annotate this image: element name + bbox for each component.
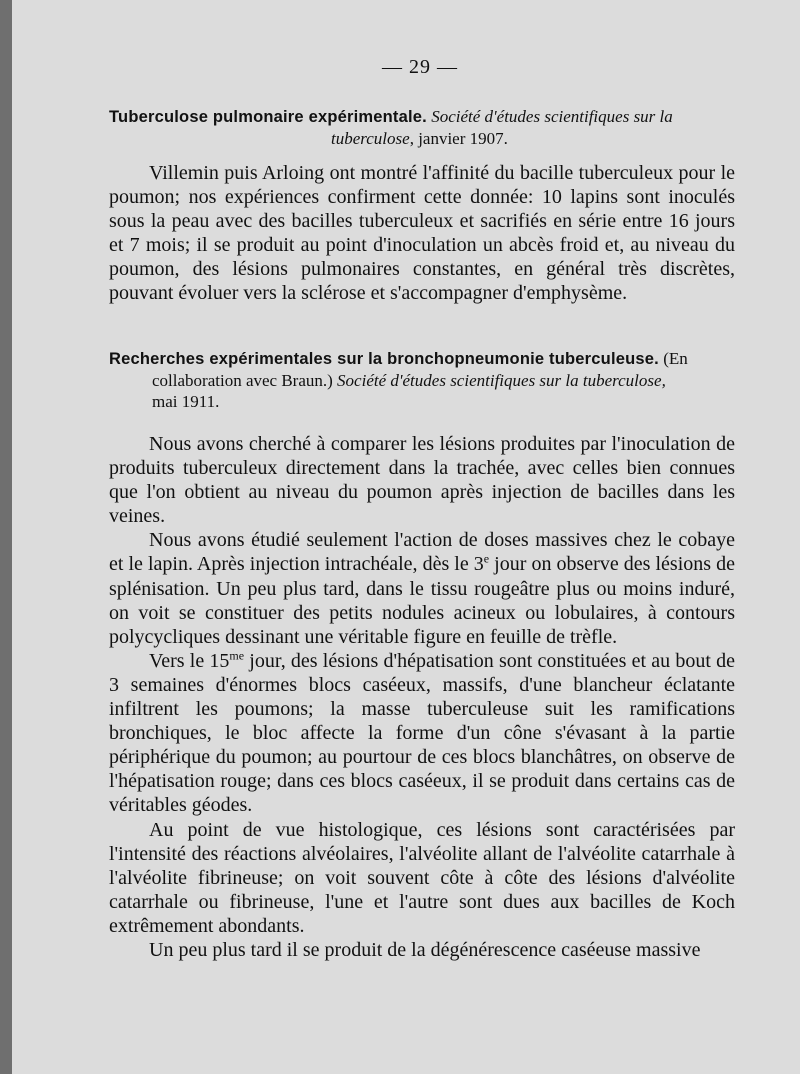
- entry-tuberculose-pulmonaire: [109, 106, 735, 306]
- superscript: me: [229, 648, 245, 663]
- entry-collaboration: collaboration avec Braun.): [152, 371, 333, 390]
- entry-source: Société d'études scientifiques sur la: [431, 107, 673, 126]
- paragraph: Au point de vue histologique, ces lésions sont caractérisées par l'intensité des réactions alvéolaires, l'alvéolite allant de l'alvéolite catarrhale à l'alvéolite fibrineuse; on voit souvent côte à côte des lésions d'alvéolite catarrhale ou fibrineuse, l'une et l'autre sont dues aux bacilles de Koch extrêmement abondants.: [109, 818, 735, 937]
- entry-source-continuation: [109, 128, 735, 149]
- entry-source-journal-end: tuberculose: [331, 129, 410, 148]
- paragraph: Villemin puis Arloing ont montré l'affinité du bacille tuberculeux pour le poumon; nos expériences confirment cette donnée: 10 lapins sont inoculés sous la peau avec des bacilles tuberculeux et sacrifiés en série entre 16 jours et 7 mois; il se produit au point d'inoculation un abcès froid et, au niveau du poumon, des lésions pulmonaires constantes, en général très discrètes, pouvant évoluer vers la sclérose et s'accompagner d'emphysème.: [109, 162, 735, 305]
- document-page: [12, 0, 800, 1074]
- entry-source-date: mai 1911.: [152, 392, 220, 411]
- entry-source-date-line: [109, 391, 735, 412]
- entry-body: [109, 161, 735, 306]
- paragraph-with-superscript: Nous avons étudié seulement l'action de doses massives chez le cobaye et le lapin. Après injection intrachéale, dès le 3e jour on observe des lésions de splénisation. Un peu plus tard, dans le tissu rougeâtre plus ou moins induré, on voit se constituer des petits nodules acineux ou lobulaires, à contours polycycliques dessinant une véritable figure en feuille de trèfle.: [109, 529, 735, 648]
- entry-source-date: , janvier 1907.: [409, 129, 508, 148]
- entry-body: [109, 432, 735, 962]
- entry-title: Tuberculose pulmonaire expérimentale.: [109, 108, 427, 126]
- entry-source-continuation: [109, 370, 735, 391]
- entry-heading: [109, 348, 735, 412]
- paragraph: Un peu plus tard il se produit de la dégénérescence caséeuse massive: [149, 938, 701, 961]
- entry-title: Recherches expérimentales sur la bronchopneumonie tuberculeuse.: [109, 350, 659, 368]
- paragraph: Nous avons cherché à comparer les lésions produites par l'inoculation de produits tuberculeux directement dans la trachée, avec celles bien connues que l'on obtient au niveau du poumon après injection de bacilles dans les veines.: [109, 433, 735, 528]
- paragraph-with-superscript: Vers le $15^{me}$ jour, des lésions d'hépatisation sont constituées et au bout de 3 semaines d'énormes blocs caséeux, massifs, d'une blancheur éclatante infiltrent les poumons; la masse tuberculeuse suit les ramifications bronchiques, le bloc affecte la forme d'un cône s'évasant à la partie périphérique du poumon; au pourtour de ces blocs blanchâtres, on observe de l'hépatisation rouge; dans ces blocs caséeux, il se produit dans certains cas de véritables géodes.: [109, 648, 736, 817]
- entry-bronchopneumonie: [109, 348, 735, 962]
- entry-source: Société d'études scientifiques sur la tuberculose,: [337, 371, 666, 390]
- entry-heading: [109, 106, 735, 149]
- superscript: e: [483, 551, 490, 566]
- entry-note: (En: [663, 349, 688, 368]
- page-number: — 29 —: [382, 56, 458, 78]
